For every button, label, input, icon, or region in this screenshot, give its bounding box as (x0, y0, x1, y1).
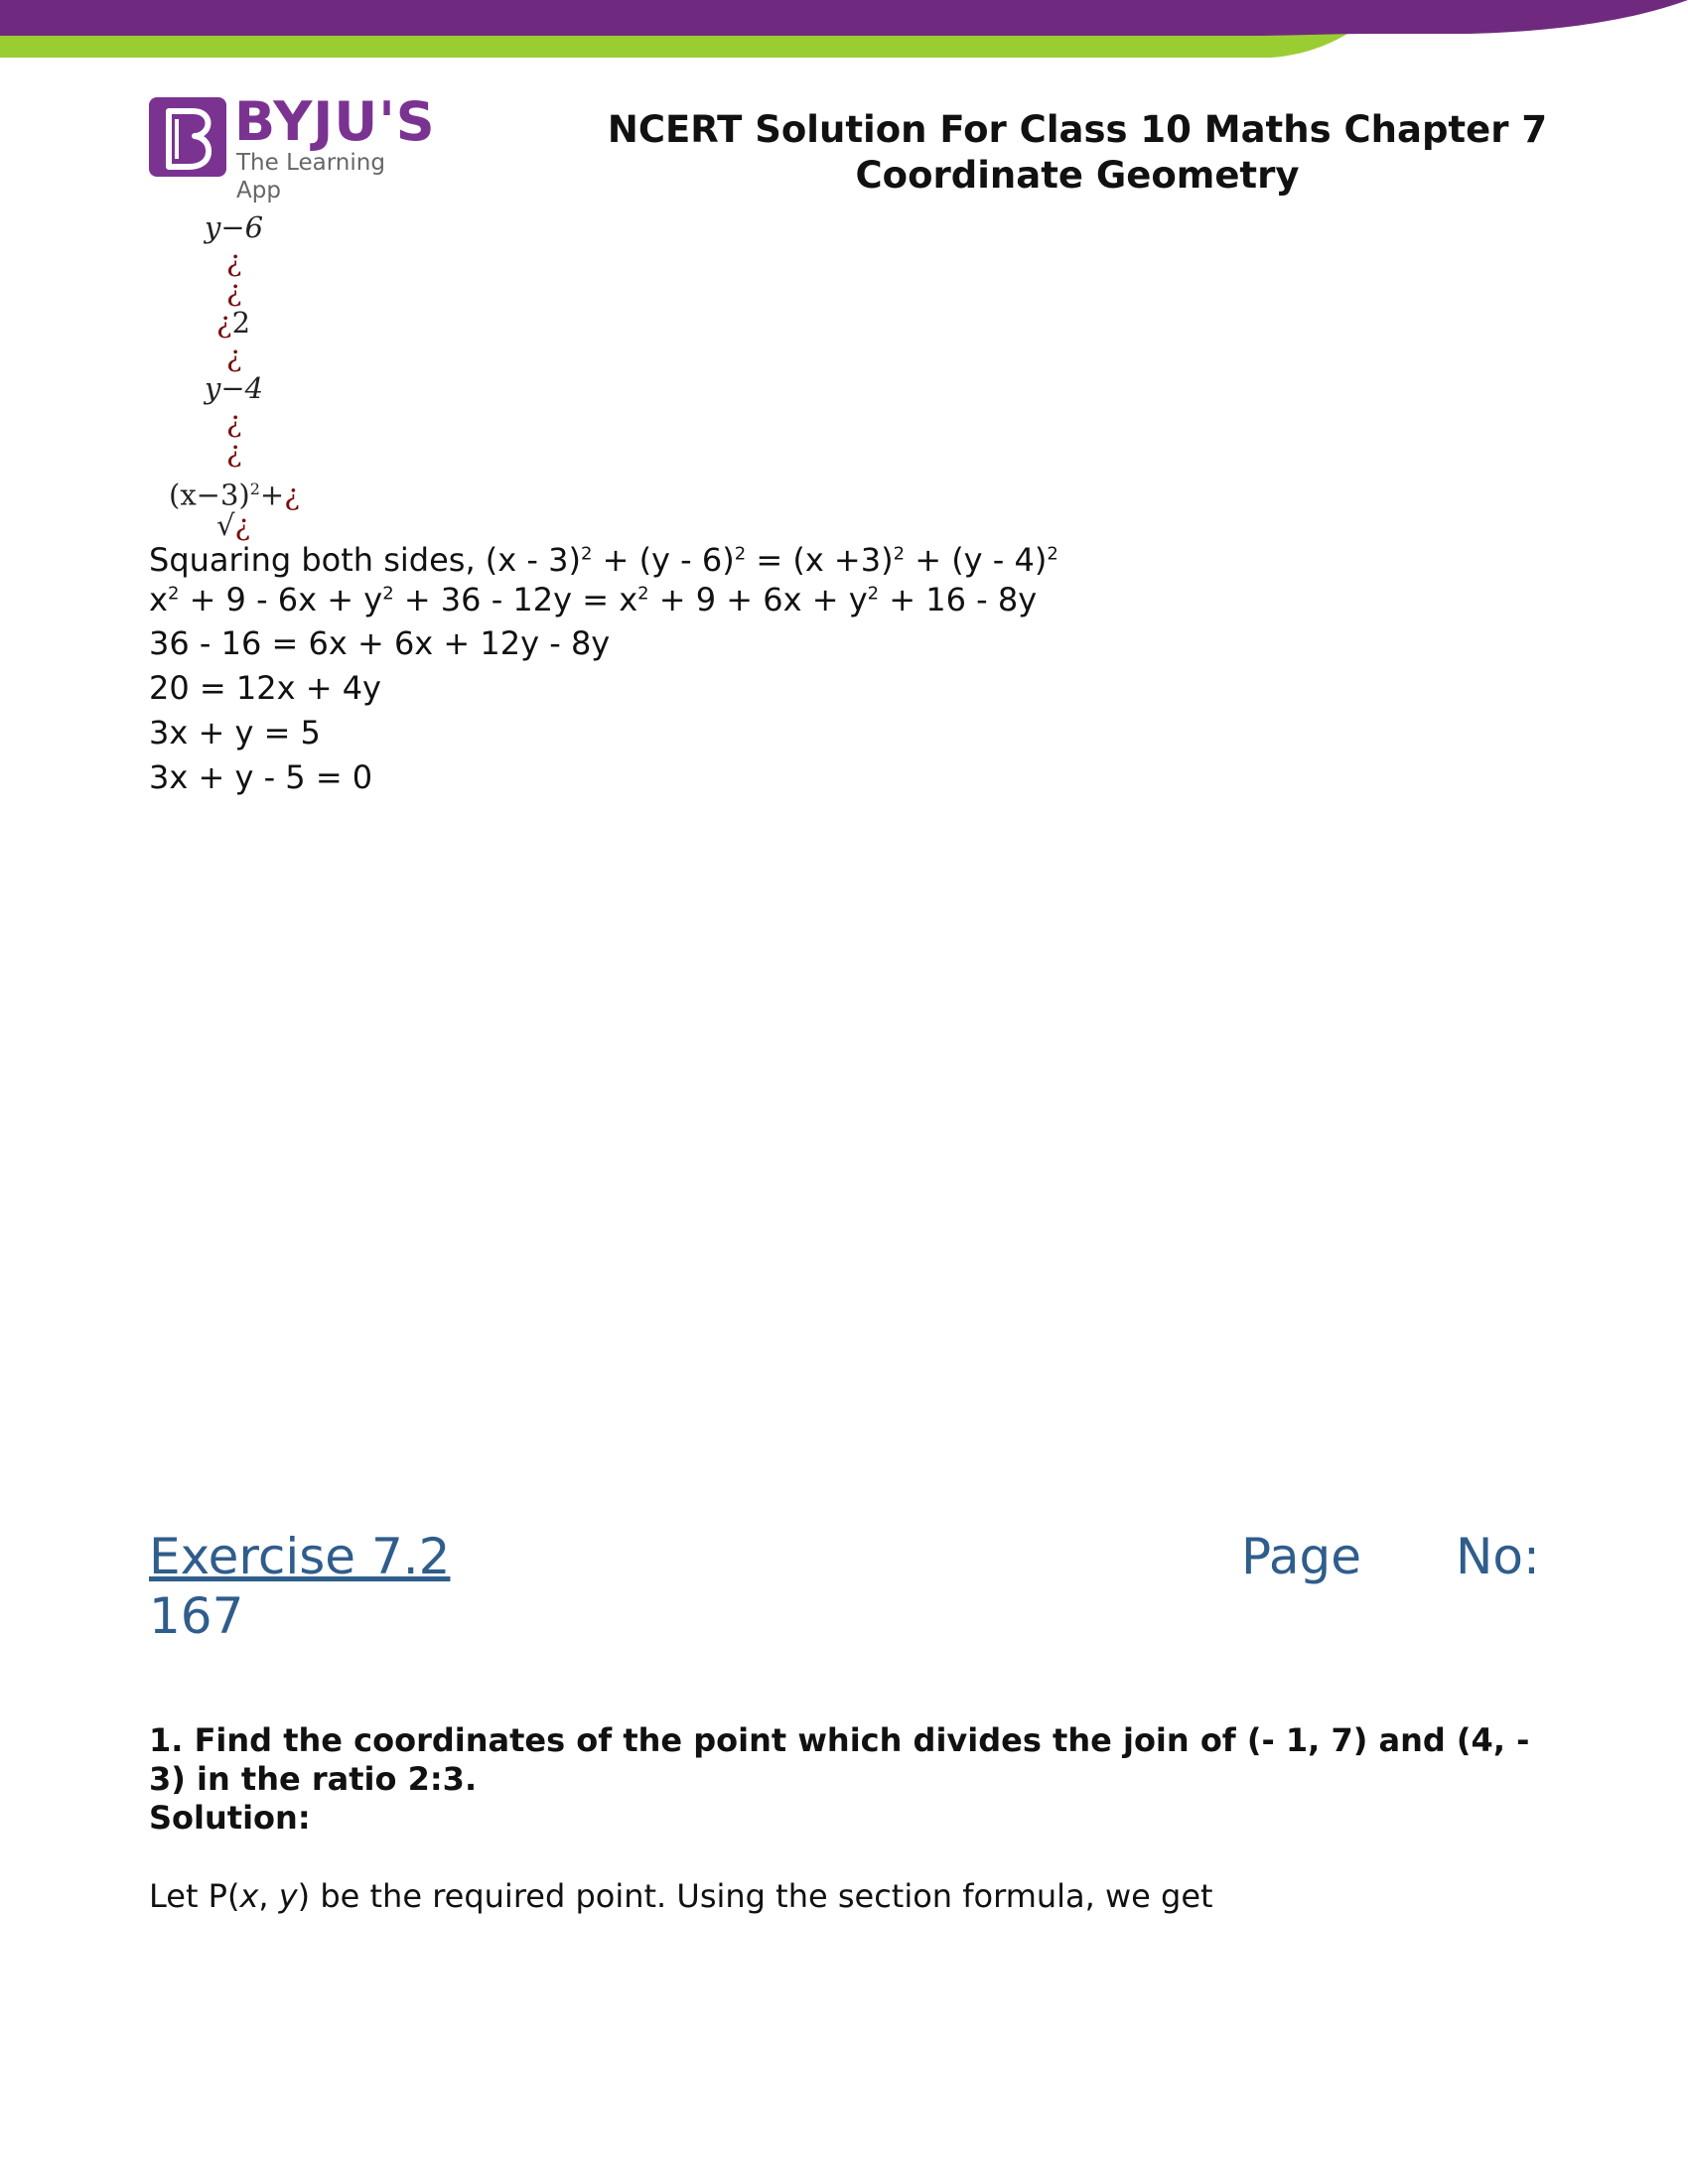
step-result: 3x + y - 5 = 0 (149, 758, 373, 796)
page-no-label: No: (1456, 1528, 1540, 1585)
logo-b-icon (149, 97, 226, 177)
banner-purple-stripe (0, 0, 1688, 36)
page-number: 167 (149, 1587, 244, 1645)
exercise-heading-link[interactable]: Exercise 7.2 (149, 1528, 451, 1585)
logo-tagline: The Learning App (236, 150, 385, 204)
step-simplify: 20 = 12x + 4y (149, 669, 381, 707)
math-line: ¿ (226, 340, 242, 373)
solution-label: Solution: (149, 1799, 311, 1837)
math-line: ¿ (226, 244, 242, 278)
document-title-line2: Coordinate Geometry (855, 154, 1300, 197)
math-line: ¿ (226, 274, 242, 308)
step-expand: $x^2 + 9 - 6x + y^2 + 36 - 12y = x^2 + 9 + 6x + y^2 + 16 - 8y$ (149, 581, 1038, 618)
step-squaring: Squaring both sides, $(x - 3)^2 + (y - 6)^2 = (x +3)^2 + (y - 4)^2$ (149, 541, 1058, 579)
step-collect: 36 - 16 = 6x + 6x + 12y - 8y (149, 624, 611, 662)
math-line: y−6 (205, 210, 264, 244)
math-line: $(x-3)^2+¿$ (169, 478, 300, 512)
byjus-logo (149, 90, 437, 204)
page-label: Page (1241, 1528, 1362, 1585)
math-line: ¿ (226, 405, 242, 439)
document-title (556, 107, 1599, 199)
step-divide: 3x + y = 5 (149, 714, 321, 751)
document-title-line1: NCERT Solution For Class 10 Maths Chapter 7 (607, 108, 1548, 151)
math-line: ¿ (226, 435, 242, 469)
header-banner (0, 0, 1688, 69)
math-line: ¿2 (216, 306, 251, 340)
math-line: y−4 (205, 371, 264, 405)
math-line: √¿ (216, 508, 251, 542)
question-text: 1. Find the coordinates of the point which divides the join of (- 1, 7) and (4, - 3) in the ratio 2:3. (149, 1721, 1530, 1798)
logo-wordmark: BYJU'S (234, 90, 436, 153)
solution-text: Let P(x, y) be the required point. Using the section formula, we get (149, 1877, 1213, 1915)
